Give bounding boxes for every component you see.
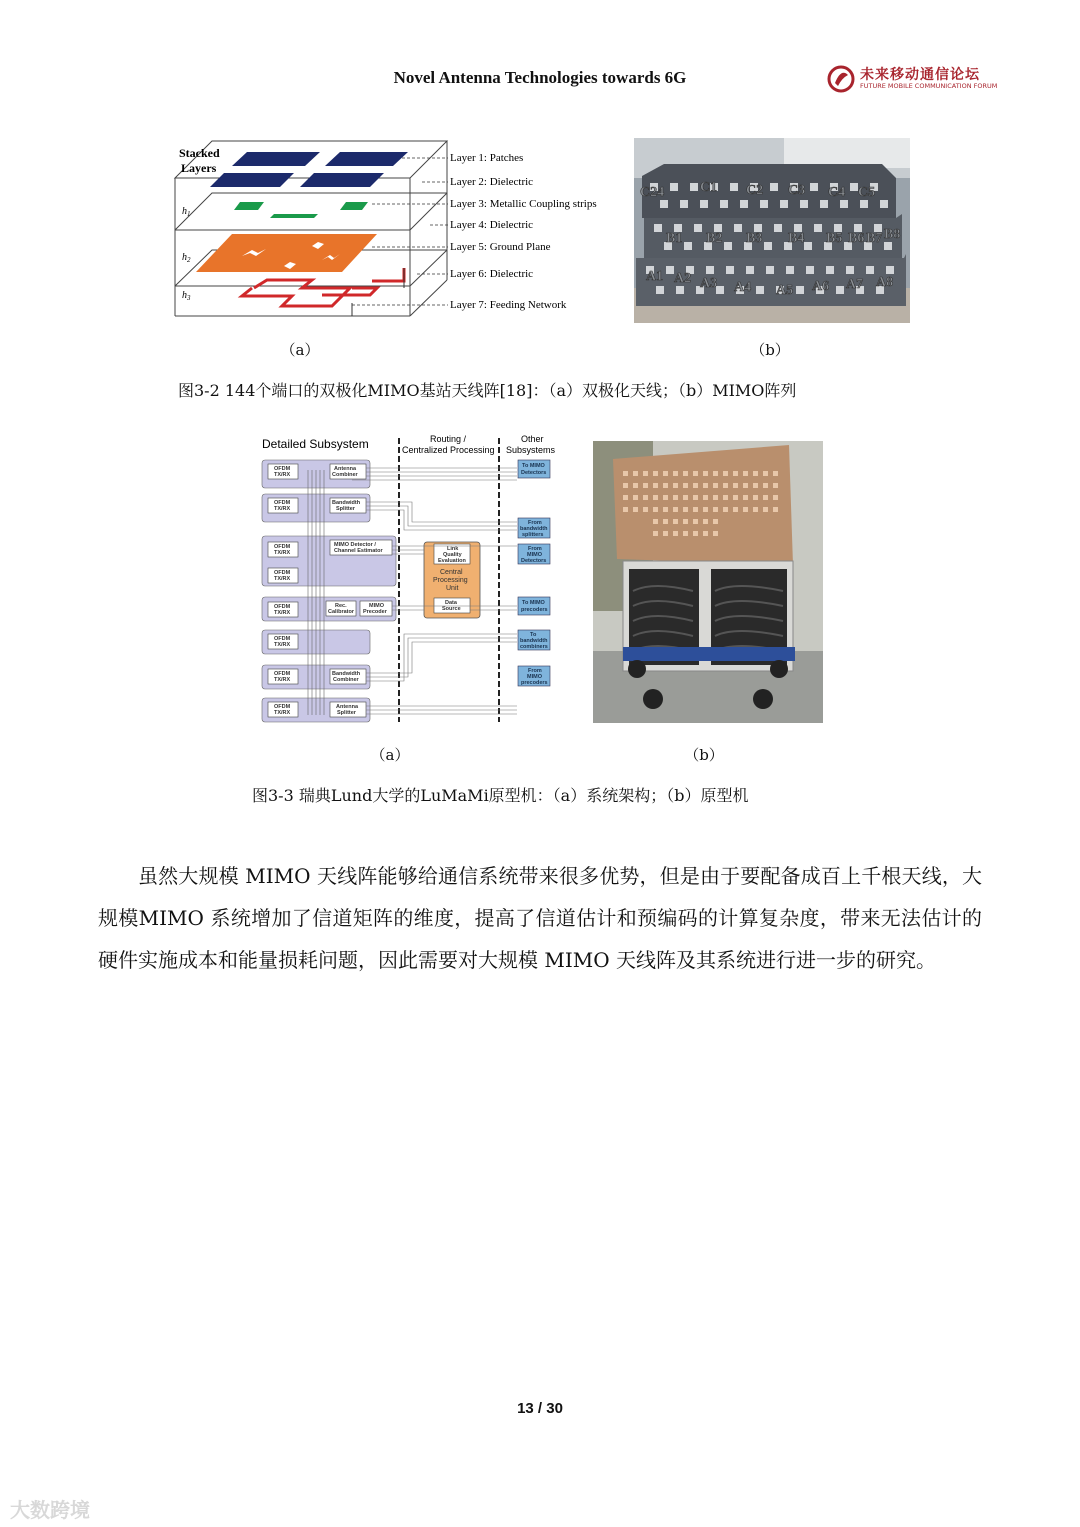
func-label: Rec. (335, 603, 347, 609)
ofdm-label: TX/RX (274, 472, 291, 478)
func-label: Bandwidth (332, 671, 361, 677)
func-label: Combiner (333, 677, 359, 683)
ofdm-label: OFDM (274, 500, 291, 506)
layer-label: Layer 4: Dielectric (450, 219, 534, 231)
right-box-label: From (528, 668, 542, 674)
func-label: Link (447, 546, 459, 552)
patch (232, 152, 320, 166)
ofdm-label: OFDM (274, 604, 291, 610)
page-number: 13 / 30 (517, 1400, 563, 1417)
port-label: A1 (646, 269, 664, 284)
right-box-label: MIMO (527, 674, 542, 680)
port-label: C3 (788, 183, 806, 198)
right-box-label: bandwidth (520, 638, 548, 644)
h2-label: $h_2$ (182, 252, 191, 264)
func-label: Calibrator (328, 609, 354, 615)
col1-title: Detailed Subsystem (262, 437, 369, 451)
port-label: B5 (826, 231, 843, 246)
right-box-label: To MIMO (522, 463, 545, 469)
func-label: MIMO Detector / (334, 542, 376, 548)
port-label: C4 (828, 185, 846, 200)
figure-3-3-label-b: （b） (684, 746, 724, 764)
func-label: Combiner (332, 472, 358, 478)
right-box-label: From (528, 520, 542, 526)
coupling-strip (340, 202, 368, 210)
func-label: Bandwidth (332, 500, 361, 506)
ofdm-label: TX/RX (274, 677, 291, 683)
forum-logo-icon (826, 64, 856, 94)
figure-3-2-label-a: （a） (280, 341, 320, 359)
port-label: B3 (746, 231, 763, 246)
port-label: A5 (776, 283, 794, 298)
right-box-label: To (530, 632, 537, 638)
right-box-label: precoders (521, 680, 548, 686)
func-label: Antenna (334, 466, 356, 472)
figure-3-2-caption: 图3-2 144个端口的双极化MIMO基站天线阵[18]：（a）双极化天线；（b）MIMO阵列 (178, 381, 797, 400)
layer-label: Layer 1: Patches (450, 152, 524, 164)
func-label: Splitter (336, 506, 355, 512)
port-label: A3 (700, 276, 718, 291)
watermark-text: 大数跨境 (10, 1498, 90, 1522)
ofdm-label: TX/RX (274, 506, 291, 512)
ofdm-label: OFDM (274, 466, 291, 472)
func-label: Evaluation (438, 558, 466, 564)
figure-3-3-label-a: （a） (370, 746, 410, 764)
layer-label: Layer 7: Feeding Network (450, 299, 567, 311)
ofdm-label: OFDM (274, 636, 291, 642)
port-label: A4 (734, 280, 752, 295)
ofdm-label: OFDM (274, 671, 291, 677)
lumami-prototype-photo (593, 441, 823, 723)
h3-label: $h_3$ (182, 290, 191, 302)
port-label: C2 (746, 183, 764, 198)
right-box-label: Detectors (521, 558, 547, 564)
func-label: Quality (443, 552, 462, 558)
ofdm-label: OFDM (274, 704, 291, 710)
right-box-label: splitters (522, 532, 544, 538)
cpu-label: Central (440, 569, 463, 576)
cpu-label: Processing (433, 577, 468, 584)
patch (300, 173, 384, 187)
func-label: Splitter (337, 710, 356, 716)
lumami-architecture-diagram (252, 430, 562, 725)
layer-label: Layer 3: Metallic Coupling strips (450, 198, 597, 210)
func-label: MIMO (369, 603, 384, 609)
body-paragraph: 虽然大规模 MIMO 天线阵能够给通信系统带来很多优势，但是由于要配备成百上千根天线，大规模MIMO 系统增加了信道矩阵的维度，提高了信道估计和预编码的计算复杂度，带来无法估计的硬件实施成本和能量损耗问题，因此需要对大规模 MIMO 天线阵及其系统进行进一步的研究。 (98, 864, 982, 972)
right-box-label: combiners (520, 644, 548, 650)
watermark (10, 1494, 90, 1523)
port-label: B2 (706, 231, 723, 246)
right-box-label: From (528, 546, 542, 552)
col3-title-line2: Subsystems (506, 445, 556, 455)
forum-logo-cn: 未来移动通信论坛 (860, 67, 980, 83)
figure-3-3-caption: 图3-3 瑞典Lund大学的LuMaMi原型机：（a）系统架构；（b）原型机 (252, 786, 749, 805)
port-label: A6 (812, 279, 830, 294)
coupling-strip (270, 214, 318, 218)
right-box-label: bandwidth (520, 526, 548, 532)
right-box-label: precoders (521, 607, 548, 613)
right-box-label: To MIMO (522, 600, 545, 606)
right-box-label: Detectors (521, 470, 547, 476)
patch (210, 173, 294, 187)
patch (325, 152, 408, 166)
port-label: A8 (876, 275, 894, 290)
ofdm-label: TX/RX (274, 550, 291, 556)
right-box-label: MIMO (527, 552, 542, 558)
port-label: B6 (848, 231, 865, 246)
forum-logo (826, 62, 998, 96)
ofdm-label: TX/RX (274, 610, 291, 616)
port-label: A2 (674, 271, 692, 286)
page-header-title: Novel Antenna Technologies towards 6G (393, 68, 687, 87)
col2-title-line1: Routing / (430, 434, 467, 444)
port-label: B4 (788, 231, 805, 246)
stacked-label-1: Stacked (179, 146, 220, 160)
col2-title-line2: Centralized Processing (402, 445, 495, 455)
port-label: A7 (846, 277, 864, 292)
func-label: Channel Estimator (334, 548, 383, 554)
cpu-label: Unit (446, 585, 459, 592)
ofdm-label: TX/RX (274, 576, 291, 582)
forum-logo-en: FUTURE MOBILE COMMUNICATION FORUM (860, 82, 998, 90)
port-label: B7 (866, 231, 883, 246)
func-label: Precoder (363, 609, 387, 615)
port-label: B1 (666, 231, 683, 246)
ofdm-label: TX/RX (274, 710, 291, 716)
figure-3-2-label-b: （b） (750, 341, 790, 359)
func-label: Antenna (336, 704, 358, 710)
ofdm-label: TX/RX (274, 642, 291, 648)
func-label: Source (442, 606, 461, 612)
layer-label: Layer 6: Dielectric (450, 268, 534, 280)
ofdm-label: OFDM (274, 544, 291, 550)
port-label: B8 (884, 227, 901, 242)
port-label: C5 (858, 185, 876, 200)
func-label: Data (445, 600, 457, 606)
layer-label: Layer 2: Dielectric (450, 176, 534, 188)
coupling-strip (234, 202, 264, 210)
stacked-label-2: Layers (181, 161, 217, 175)
stacked-layers-diagram (172, 138, 622, 323)
layer-label: Layer 5: Ground Plane (450, 241, 551, 253)
port-label: C1 (700, 180, 718, 195)
col3-title-line1: Other (521, 434, 544, 444)
h1-label: $h_1$ (182, 206, 191, 218)
port-label: C24 (640, 185, 665, 200)
mimo-array-photo (634, 138, 910, 323)
feeding-network (242, 268, 404, 306)
ofdm-label: OFDM (274, 570, 291, 576)
